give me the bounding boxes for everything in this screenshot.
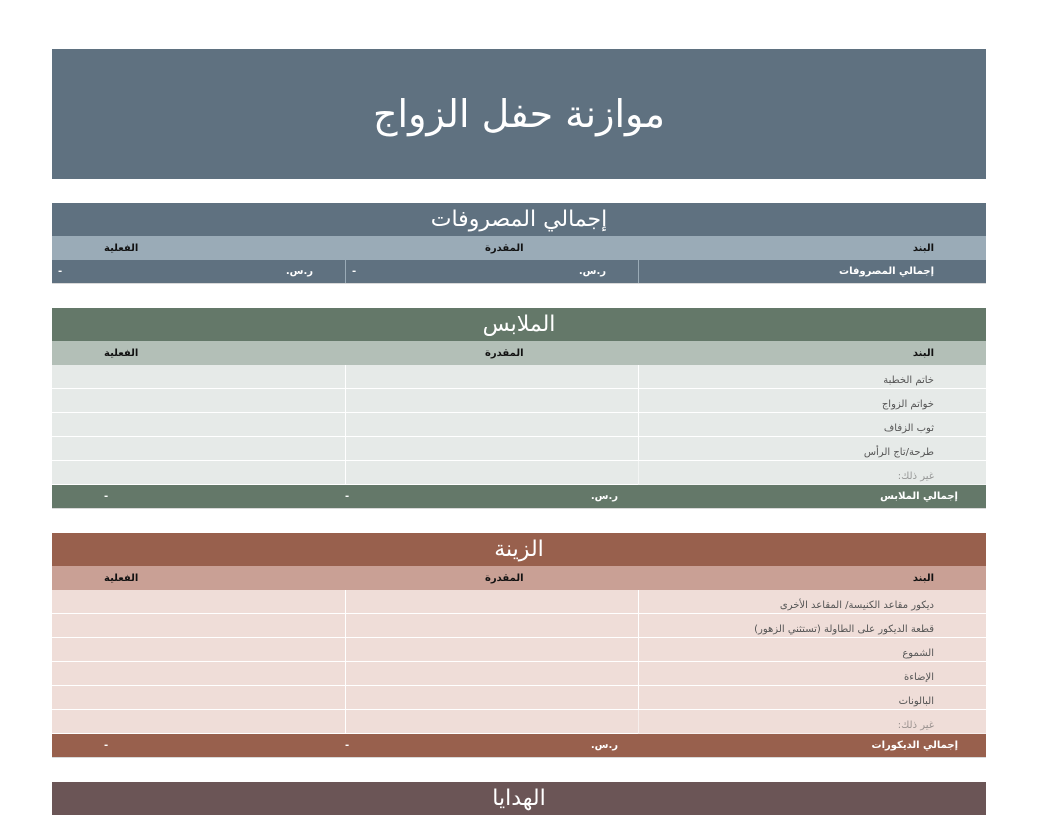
actual-cell[interactable]: [52, 461, 345, 485]
summary-actual-value: -: [58, 266, 63, 277]
decorations-estimated-total: [345, 734, 638, 757]
summary-row-label: إجمالي المصروفات: [638, 260, 986, 283]
item-label[interactable]: ديكور مقاعد الكنيسة/ المقاعد الأخرى: [638, 590, 986, 614]
item-label[interactable]: خاتم الخطبة: [638, 365, 986, 389]
actual-cell[interactable]: [52, 662, 345, 686]
actual-cell[interactable]: [52, 710, 345, 734]
decorations-actual-total: [52, 734, 345, 757]
actual-column-header: الفعلية: [104, 347, 139, 359]
estimated-cell[interactable]: [345, 365, 638, 389]
summary-total-row: [52, 260, 986, 283]
table-row: [52, 686, 986, 710]
actual-column-header: الفعلية: [104, 572, 139, 584]
decorations-column-headers: [52, 566, 986, 590]
table-row: [52, 413, 986, 437]
table-row: [52, 590, 986, 614]
actual-cell[interactable]: [52, 437, 345, 461]
item-label[interactable]: غير ذلك:: [638, 710, 986, 734]
table-row: [52, 710, 986, 734]
estimated-cell[interactable]: [345, 389, 638, 413]
decorations-actual-total-value: -: [104, 740, 109, 751]
table-row: [52, 365, 986, 389]
item-label[interactable]: ثوب الزفاف: [638, 413, 986, 437]
table-row: [52, 437, 986, 461]
estimated-cell[interactable]: [345, 662, 638, 686]
item-column-header: البند: [912, 347, 934, 359]
summary-column-headers: [52, 236, 986, 260]
actual-cell[interactable]: [52, 365, 345, 389]
summary-heading: إجمالي المصروفات: [52, 203, 986, 236]
table-row: [52, 614, 986, 638]
item-label[interactable]: قطعة الديكور على الطاولة (تستثني الزهور): [638, 614, 986, 638]
estimated-column-header: المقدرة: [485, 347, 524, 359]
item-label[interactable]: الشموع: [638, 638, 986, 662]
actual-cell[interactable]: [52, 686, 345, 710]
decorations-section: [52, 533, 986, 758]
currency-label: ر.س.: [578, 266, 606, 277]
table-row: [52, 638, 986, 662]
item-label[interactable]: الإضاءة: [638, 662, 986, 686]
estimated-cell[interactable]: [345, 590, 638, 614]
estimated-cell[interactable]: [345, 638, 638, 662]
decorations-total-label: إجمالي الديكورات: [871, 740, 958, 751]
item-column-header: البند: [912, 572, 934, 584]
summary-estimated-cell[interactable]: [345, 260, 638, 283]
summary-actual-cell[interactable]: [52, 260, 345, 283]
gifts-heading: الهدايا: [52, 782, 986, 815]
actual-cell[interactable]: [52, 389, 345, 413]
estimated-cell[interactable]: [345, 413, 638, 437]
clothing-actual-total-value: -: [104, 491, 109, 502]
summary-section: [52, 203, 986, 284]
clothing-total-label: إجمالي الملابس: [880, 491, 958, 502]
estimated-column-header: المقدرة: [485, 572, 524, 584]
clothing-total-row: [52, 485, 986, 508]
clothing-section: [52, 308, 986, 509]
estimated-cell[interactable]: [345, 437, 638, 461]
currency-label: ر.س.: [590, 491, 618, 502]
currency-label: ر.س.: [590, 740, 618, 751]
currency-label: ر.س.: [285, 266, 313, 277]
clothing-estimated-total-value: -: [345, 491, 350, 502]
budget-page: [52, 49, 986, 815]
clothing-items: [52, 365, 986, 485]
item-label[interactable]: غير ذلك:: [638, 461, 986, 485]
table-row: [52, 389, 986, 413]
clothing-heading: الملابس: [52, 308, 986, 341]
clothing-actual-total: [52, 485, 345, 508]
actual-cell[interactable]: [52, 413, 345, 437]
estimated-cell[interactable]: [345, 686, 638, 710]
actual-cell[interactable]: [52, 638, 345, 662]
gifts-section: [52, 782, 986, 815]
actual-column-header: الفعلية: [104, 242, 139, 254]
clothing-estimated-total: [345, 485, 638, 508]
page-title: موازنة حفل الزواج: [52, 49, 986, 179]
actual-cell[interactable]: [52, 590, 345, 614]
estimated-column-header: المقدرة: [485, 242, 524, 254]
estimated-cell[interactable]: [345, 710, 638, 734]
clothing-column-headers: [52, 341, 986, 365]
decorations-total-row: [52, 734, 986, 757]
summary-estimated-value: -: [352, 266, 357, 277]
decorations-estimated-total-value: -: [345, 740, 350, 751]
item-label[interactable]: طرحة/تاج الرأس: [638, 437, 986, 461]
table-row: [52, 662, 986, 686]
decorations-items: [52, 590, 986, 734]
decorations-heading: الزينة: [52, 533, 986, 566]
actual-cell[interactable]: [52, 614, 345, 638]
table-row: [52, 461, 986, 485]
estimated-cell[interactable]: [345, 461, 638, 485]
estimated-cell[interactable]: [345, 614, 638, 638]
item-label[interactable]: البالونات: [638, 686, 986, 710]
item-label[interactable]: خواتم الزواج: [638, 389, 986, 413]
item-column-header: البند: [912, 242, 934, 254]
